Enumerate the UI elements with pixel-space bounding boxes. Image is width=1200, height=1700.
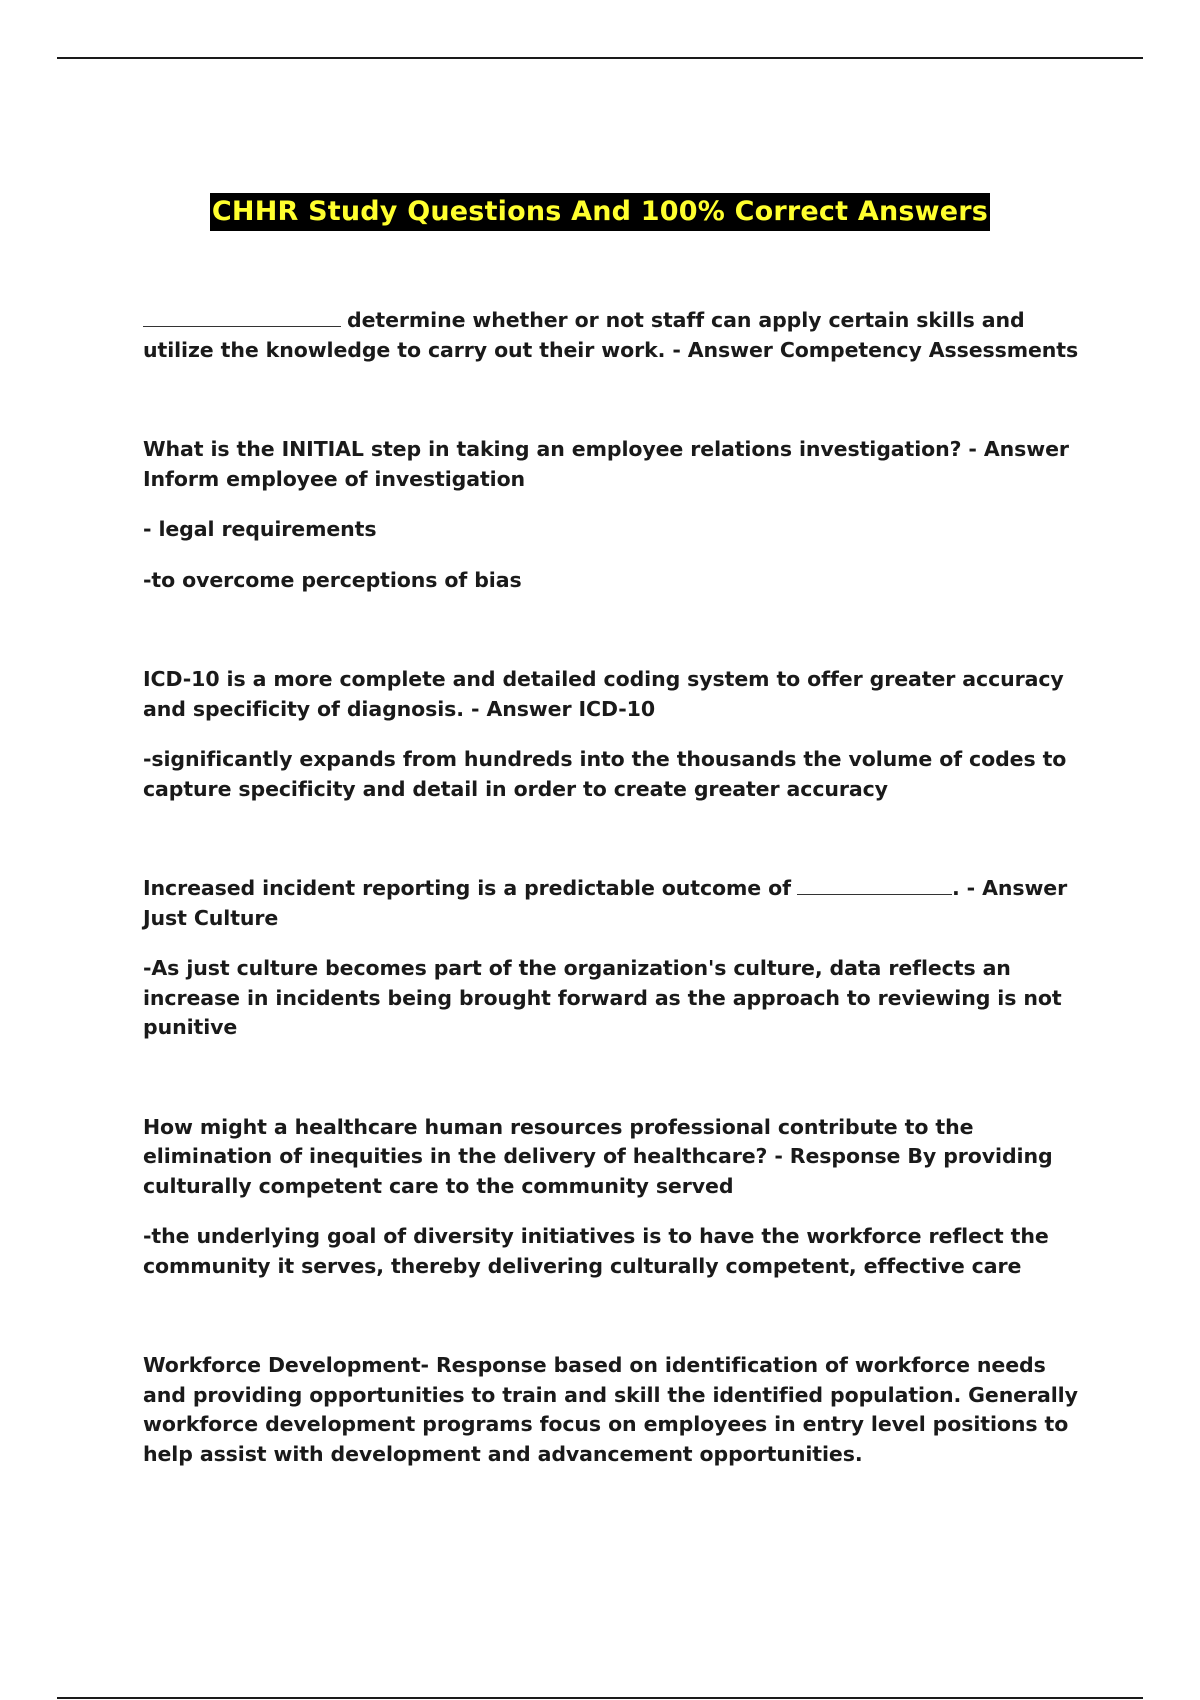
qa-list bbox=[143, 306, 1093, 1539]
fill-in-blank bbox=[797, 876, 952, 895]
qa-item bbox=[143, 874, 1093, 1043]
answer-note: -to overcome perceptions of bias bbox=[143, 567, 522, 592]
question-text: Increased incident reporting is a predictable outcome of . - Answer Just Culture bbox=[143, 876, 1068, 930]
title-container bbox=[0, 193, 1200, 231]
question-text: What is the INITIAL step in taking an employee relations investigation? - Answer Inform employee of investigation bbox=[143, 437, 1069, 491]
qa-item bbox=[143, 435, 1093, 595]
qa-item bbox=[143, 665, 1093, 804]
top-rule bbox=[57, 57, 1143, 59]
answer-note: -As just culture becomes part of the organization's culture, data reflects an increase in incidents being brought forward as the approach to reviewing is not punitive bbox=[143, 956, 1062, 1039]
question-text: ICD-10 is a more complete and detailed coding system to offer greater accuracy and specificity of diagnosis. - Answer ICD-10 bbox=[143, 667, 1064, 721]
question-text: determine whether or not staff can apply certain skills and utilize the knowledge to carry out their work. - Answer Competency Assessments bbox=[143, 308, 1079, 362]
document-title: CHHR Study Questions And 100% Correct Answers bbox=[210, 193, 990, 231]
qa-item bbox=[143, 1351, 1093, 1469]
fill-in-blank bbox=[143, 308, 341, 327]
qa-item bbox=[143, 306, 1093, 365]
question-text: How might a healthcare human resources professional contribute to the elimination of inequities in the delivery of healthcare? - Response By providing culturally competent care to the community served bbox=[143, 1114, 1053, 1198]
bottom-rule bbox=[57, 1697, 1143, 1699]
qa-item bbox=[143, 1113, 1093, 1282]
answer-note: -the underlying goal of diversity initiatives is to have the workforce reflect the community it serves, thereby delivering culturally competent, effective care bbox=[143, 1224, 1049, 1278]
answer-note: -significantly expands from hundreds into the thousands the volume of codes to capture specificity and detail in order to create greater accuracy bbox=[143, 747, 1067, 801]
answer-note: - legal requirements bbox=[143, 517, 377, 541]
question-text: Workforce Development- Response based on identification of workforce needs and providing opportunities to train and skill the identified population. Generally workforce development programs focus on employees in entry level positions to help assist with development and advancement opportunities. bbox=[143, 1353, 1078, 1466]
